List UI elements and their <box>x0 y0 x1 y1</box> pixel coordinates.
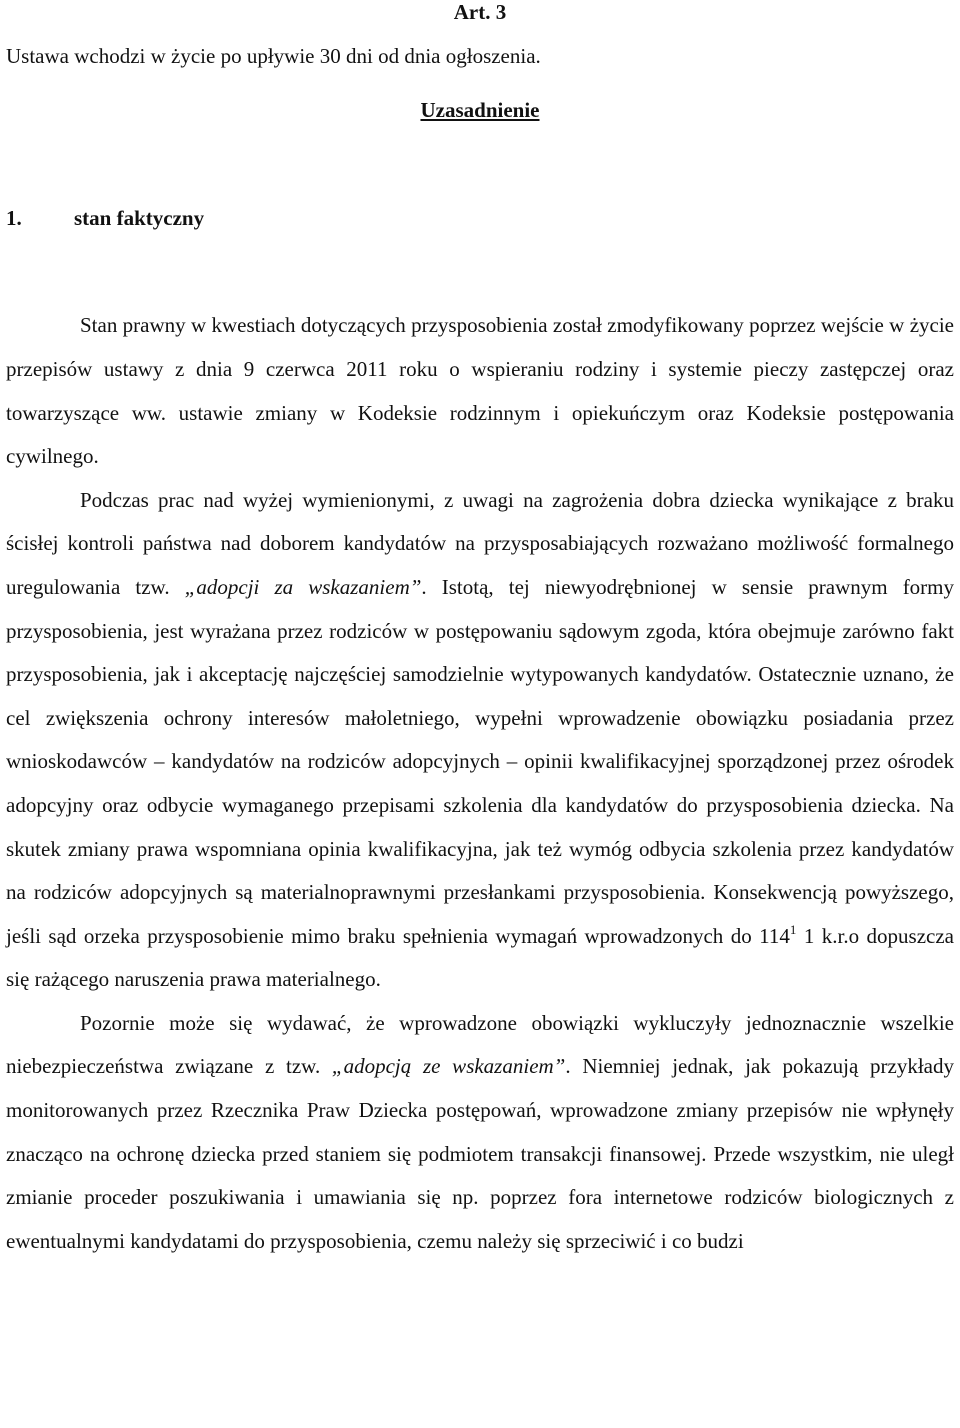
article-title: Art. 3 <box>453 0 507 24</box>
blank-line <box>6 78 954 89</box>
justification-title <box>6 89 954 133</box>
section-heading <box>6 197 954 241</box>
paragraph-2-text-b: . Istotą, tej niewyodrębnionej w sensie prawnym formy przysposobienia, jest wyrażana przez rodziców w postępowaniu sądowym zgoda, która obejmuje zarówno fakt przysposobienia, jak i akceptację najczęściej samodzielnie wytypowanych kandydatów. Ostatecznie uznano, że cel zwiększenia ochrony interesów małoletniego, wypełni wprowadzenie obowiązku posiadania przez wnioskodawców – kandydatów na rodziców adopcyjnych – opinii kwalifikacyjnej sporządzonej przez ośrodek adopcyjny oraz odbycie wymaganego przepisami szkolenia dla kandydatów do przysposobienia dziecka. Na skutek zmiany prawa wspomniana opinia kwalifikacyjna, jak też wymóg odbycia szkolenia przez kandydatów na rodziców adopcyjnych są materialnoprawnymi przesłankami przysposobienia. Konsekwencją powyższego, jeśli sąd orzeka przysposobienie mimo braku spełnienia wymagań wprowadzonych do 114 <box>6 574 955 948</box>
article-text: Ustawa wchodzi w życie po upływie 30 dni od dnia ogłoszenia. <box>6 43 541 68</box>
paragraph-3-text-a: Pozornie może się wydawać, że wprowadzone obowiązki wykluczyły jednoznacznie wszelkie niebezpieczeństwa związane z tzw. <box>6 1010 954 1079</box>
justification-title-text: Uzasadnienie <box>420 98 540 123</box>
paragraph-3 <box>6 1002 954 1264</box>
paragraph-1: Stan prawny w kwestiach dotyczących przysposobienia został zmodyfikowany poprzez wejście w życie przepisów ustawy z dnia 9 czerwca 2011 roku o wspieraniu rodziny i systemie pieczy zastępczej oraz towarzyszące ww. ustawie zmiany w Kodeksie rodzinnym i opiekuńczym oraz Kodeksie postępowania cywilnego. <box>6 313 954 469</box>
section-number: 1. <box>6 205 22 230</box>
paragraph-2 <box>6 479 954 1002</box>
document-page <box>6 0 954 1263</box>
paragraph-2-superscript: 1 <box>789 921 797 937</box>
blank-line <box>6 133 954 197</box>
paragraph-2-italic: „adopcji za wskazaniem” <box>184 574 422 599</box>
paragraph-3-text-b: . Niemniej jednak, jak pokazują przykłady monitorowanych przez Rzecznika Praw Dziecka postępowań, wprowadzone zmiany przepisów nie wpłynęły znacząco na ochronę dziecka przed staniem się podmiotem transakcji finansowej. Przede wszystkim, nie uległ zmianie proceder poszukiwania i umawiania się np. poprzez fora internetowe rodziców biologicznych z ewentualnymi kandydatami do przysposobienia, czemu należy się sprzeciwić i co budzi <box>6 1054 954 1253</box>
paragraph-2-text-a: Podczas prac nad wyżej wymienionymi, z uwagi na zagrożenia dobra dziecka wynikające z braku ścisłej kontroli państwa nad doborem kandydatów na przysposabiających rozważano możliwość formalnego uregulowania tzw. <box>6 487 954 599</box>
blank-line <box>6 240 954 304</box>
section-title: stan faktyczny <box>74 205 205 230</box>
paragraph-2-text-c: 1 k.r.o dopuszcza się rażącego naruszenia prawa materialnego. <box>6 923 954 992</box>
paragraph-3-italic: „adopcją ze wskazaniem” <box>331 1054 566 1079</box>
